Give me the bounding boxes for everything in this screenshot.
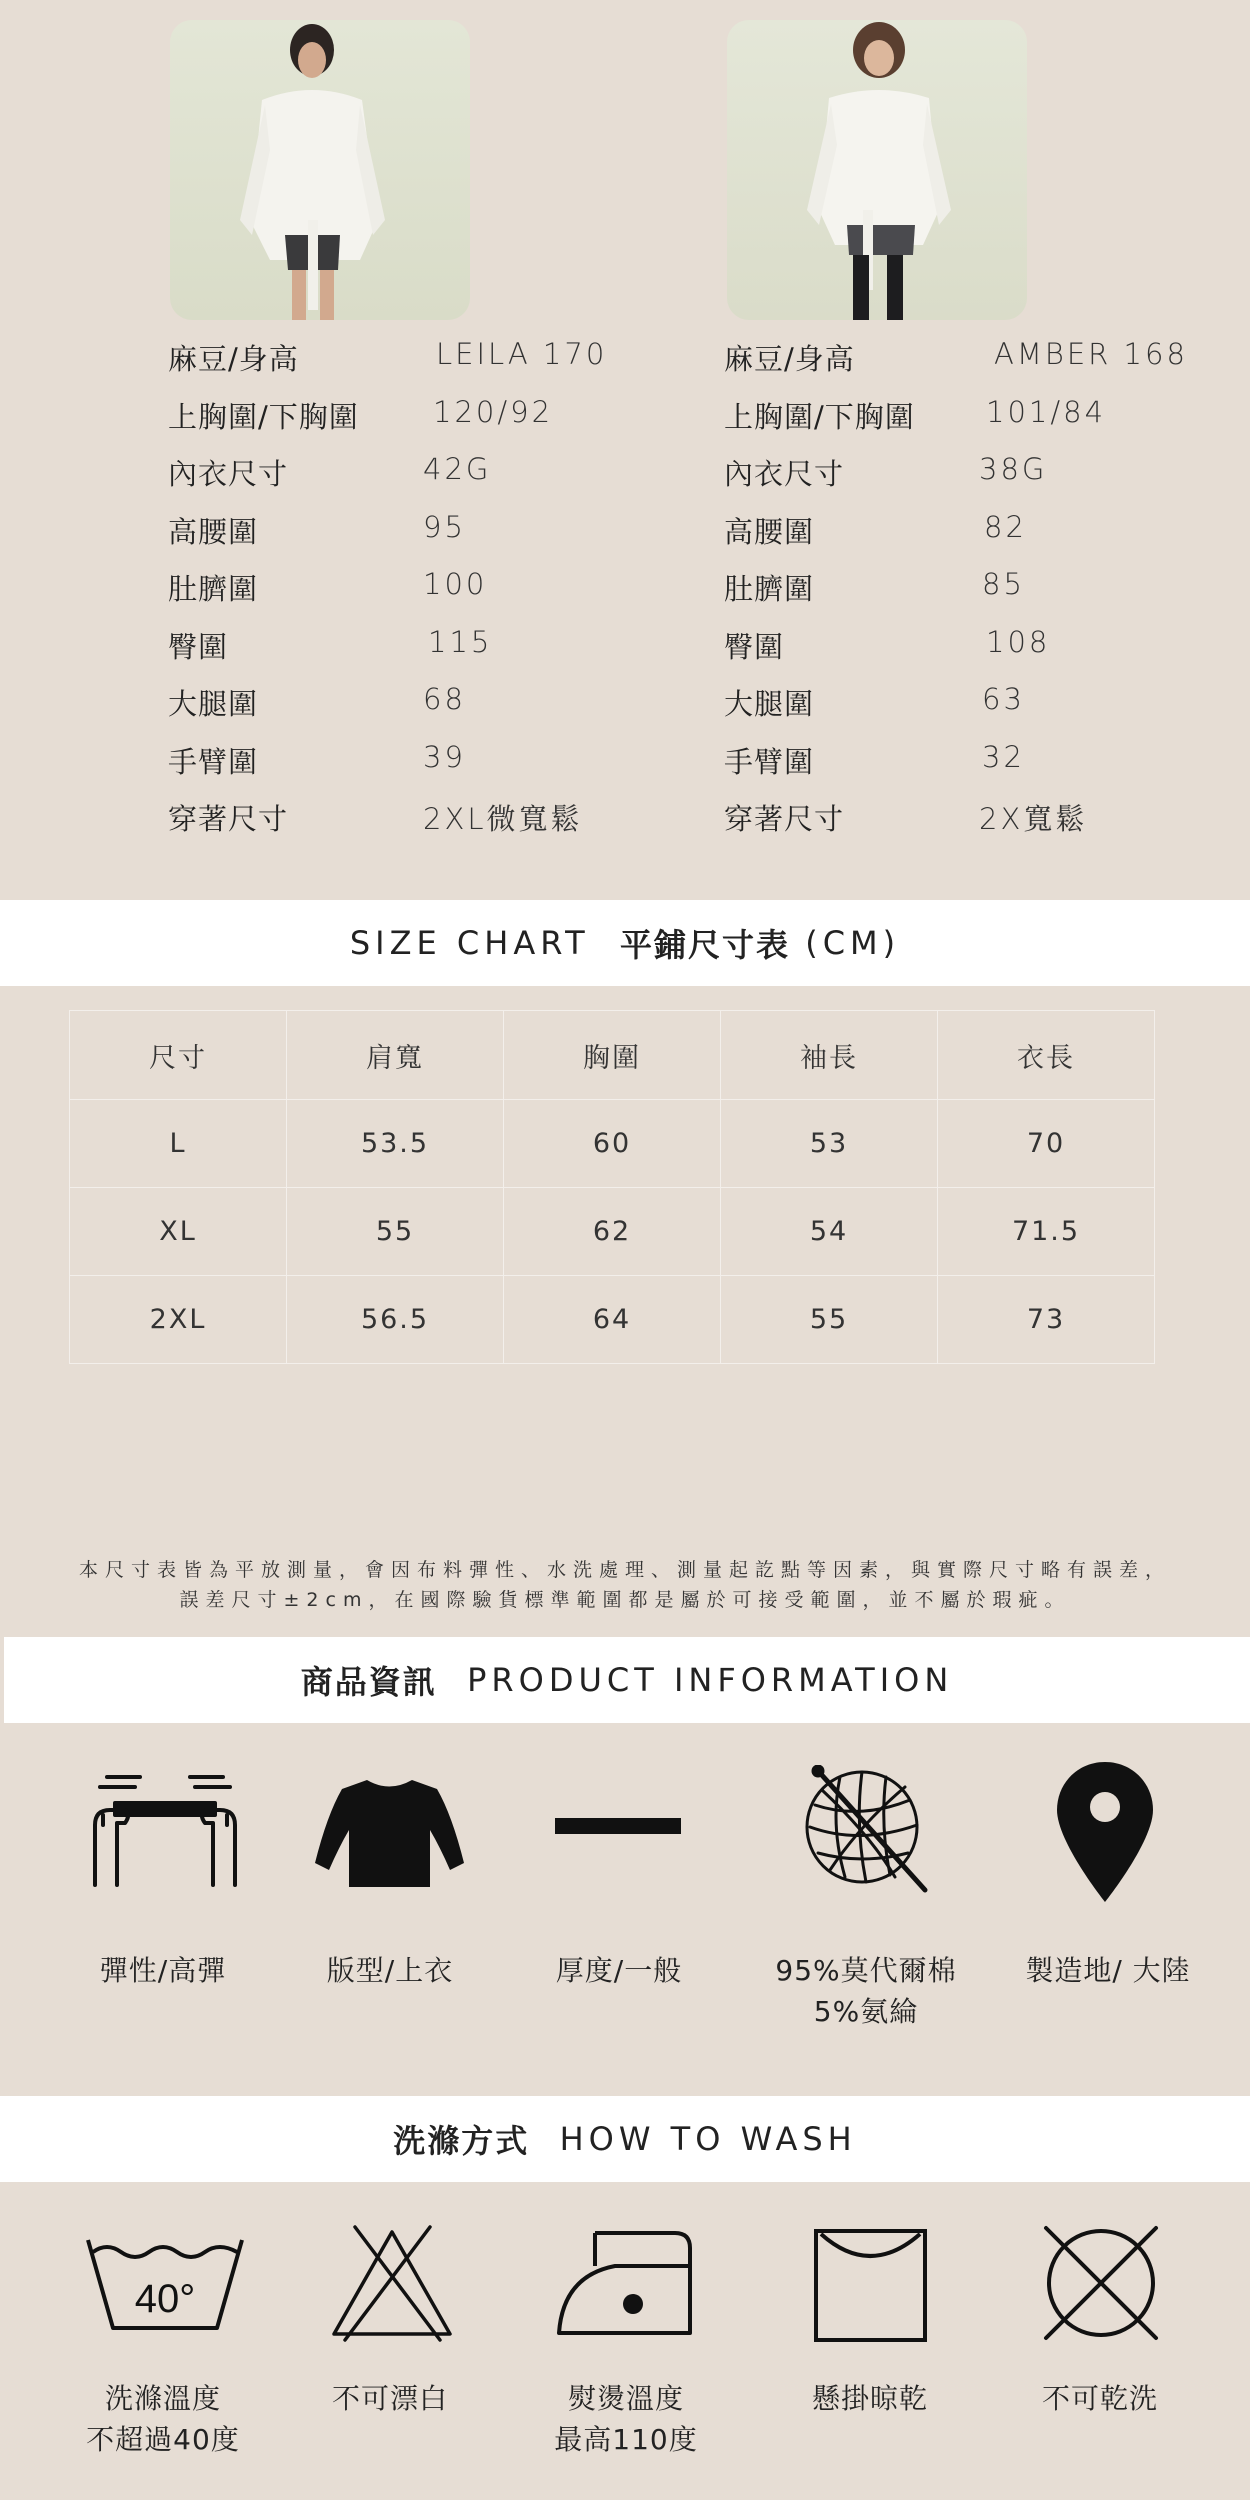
stretch-fabric-icon — [85, 1765, 245, 1894]
wash-tub-temp: 40° — [134, 2277, 196, 2321]
model-row-value: 2X寬鬆 — [979, 802, 1088, 836]
model-row-value: 39 — [423, 739, 466, 774]
caption-line: 5%氨綸 — [813, 1995, 919, 2028]
size-chart-cell: 53.5 — [287, 1100, 504, 1188]
hang-dry-icon — [813, 2228, 928, 2347]
model-row-label: 上胸圍/下胸圍 — [724, 399, 915, 434]
size-chart-header — [0, 900, 1250, 986]
model-photo-leila — [170, 20, 470, 320]
model-row-label: 高腰圍 — [724, 514, 815, 549]
location-pin-icon — [1055, 1760, 1155, 1909]
model-row-value: 95 — [423, 509, 466, 544]
thickness-line-caption — [499, 1950, 739, 1991]
model-row-value: 38G — [979, 452, 1048, 486]
size-chart-cell: 54 — [721, 1188, 938, 1276]
model-row-label: 大腿圍 — [168, 687, 259, 721]
long-sleeve-shirt-icon — [312, 1775, 467, 1894]
model-row-value: 115 — [428, 624, 493, 659]
size-chart-header-cell: 衣長 — [938, 1011, 1155, 1100]
product-info-title-zh: 商品資訊 — [300, 1663, 437, 1701]
size-chart-header-cell: 胸圍 — [504, 1011, 721, 1100]
model-row-label: 高腰圍 — [168, 514, 259, 549]
size-chart-cell: 64 — [504, 1276, 721, 1364]
model-row-label: 麻豆/身高 — [724, 342, 855, 376]
model-row-value: 32 — [982, 739, 1025, 774]
wash-tub-40-caption — [43, 2378, 283, 2460]
size-chart-note-line1: 本尺寸表皆為平放測量，會因布料彈性、水洗處理、測量起訖點等因素，與實際尺寸略有誤差， — [78, 1559, 1171, 1581]
size-chart-row — [70, 1276, 1155, 1364]
size-chart-row — [70, 1188, 1155, 1276]
model-row-value: AMBER 168 — [994, 337, 1188, 371]
model-row-label: 手臂圍 — [724, 744, 815, 779]
size-chart-header-row — [70, 1011, 1155, 1100]
size-chart-cell: 55 — [721, 1276, 938, 1364]
size-chart-title-en: SIZE CHART — [349, 924, 590, 962]
no-dry-clean-icon — [1040, 2222, 1162, 2348]
wash-tub-40-icon — [85, 2232, 245, 2336]
location-pin-caption — [988, 1950, 1228, 1991]
caption-line: 彈性/高彈 — [99, 1954, 227, 1987]
model-row-value: 68 — [423, 682, 466, 716]
size-chart-title-zh: 平鋪尺寸表 — [620, 926, 791, 964]
model-row-label: 穿著尺寸 — [168, 802, 289, 836]
no-bleach-caption — [270, 2378, 510, 2419]
size-chart-cell: 71.5 — [938, 1188, 1155, 1276]
caption-line: 不超過40度 — [86, 2423, 240, 2456]
size-chart-cell: 53 — [721, 1100, 938, 1188]
size-chart-cell: L — [70, 1100, 287, 1188]
size-chart-cell: 56.5 — [287, 1276, 504, 1364]
wash-title-en: HOW TO WASH — [559, 2120, 857, 2158]
model-row-label: 手臂圍 — [168, 744, 259, 779]
size-chart-cell: 62 — [504, 1188, 721, 1276]
model-row-value: 63 — [982, 682, 1025, 716]
stretch-fabric-caption — [43, 1950, 283, 1991]
model-row-value: 2XL微寬鬆 — [423, 802, 583, 836]
yarn-ball-icon — [800, 1765, 935, 1904]
model-row-value: 82 — [984, 509, 1027, 544]
no-bleach-icon — [330, 2222, 455, 2348]
hang-dry-caption — [750, 2378, 990, 2419]
size-chart-cell: 55 — [287, 1188, 504, 1276]
caption-line: 版型/上衣 — [326, 1954, 454, 1987]
size-chart-row — [70, 1100, 1155, 1188]
yarn-ball-caption — [746, 1950, 986, 2032]
product-info-title-en: PRODUCT INFORMATION — [467, 1661, 954, 1699]
model-row-value: 101/84 — [986, 394, 1107, 429]
model-photo-amber — [727, 20, 1027, 320]
size-chart-title-unit: (CM) — [805, 924, 901, 962]
product-info-header — [4, 1637, 1250, 1723]
wash-title-zh: 洗滌方式 — [393, 2122, 530, 2160]
iron-caption — [506, 2378, 746, 2460]
long-sleeve-shirt-caption — [270, 1950, 510, 1991]
model-row-label: 內衣尺寸 — [724, 457, 845, 491]
size-chart-cell: 70 — [938, 1100, 1155, 1188]
model-row-value: 85 — [982, 567, 1025, 601]
model-row-value: 120/92 — [433, 394, 554, 429]
thickness-line-icon — [555, 1818, 681, 1838]
iron-icon — [555, 2228, 695, 2342]
caption-line: 熨燙溫度 — [567, 2382, 684, 2415]
model-row-label: 大腿圍 — [724, 687, 815, 721]
caption-line: 製造地/ 大陸 — [1025, 1954, 1191, 1987]
model-row-label: 麻豆/身高 — [168, 342, 299, 376]
model-row-label: 臀圍 — [168, 629, 229, 664]
model-row-label: 臀圍 — [724, 629, 785, 664]
size-chart-table — [69, 1010, 1155, 1364]
caption-line: 不可漂白 — [331, 2382, 448, 2415]
model-row-label: 肚臍圍 — [168, 572, 259, 606]
size-chart-cell: 60 — [504, 1100, 721, 1188]
caption-line: 洗滌溫度 — [104, 2382, 221, 2415]
caption-line: 不可乾洗 — [1041, 2382, 1158, 2415]
size-chart-cell: 2XL — [70, 1276, 287, 1364]
size-chart-cell: XL — [70, 1188, 287, 1276]
model-row-value: 42G — [423, 452, 492, 486]
wash-header — [0, 2096, 1250, 2182]
no-dry-clean-caption — [980, 2378, 1220, 2419]
caption-line: 厚度/一般 — [555, 1954, 683, 1987]
model-row-label: 內衣尺寸 — [168, 457, 289, 491]
size-chart-header-cell: 尺寸 — [70, 1011, 287, 1100]
model-row-label: 上胸圍/下胸圍 — [168, 399, 359, 434]
size-chart-header-cell: 肩寬 — [287, 1011, 504, 1100]
model-row-value: LEILA 170 — [436, 337, 608, 371]
caption-line: 懸掛晾乾 — [811, 2382, 928, 2415]
caption-line: 最高110度 — [554, 2423, 698, 2456]
model-row-value: 108 — [986, 624, 1051, 659]
size-chart-note-line2: 誤差尺寸±2cm，在國際驗貨標準範圍都是屬於可接受範圍，並不屬於瑕疵。 — [179, 1589, 1071, 1611]
size-chart-header-cell: 袖長 — [721, 1011, 938, 1100]
caption-line: 95%莫代爾棉 — [775, 1954, 957, 1987]
model-row-label: 穿著尺寸 — [724, 802, 845, 836]
model-row-value: 100 — [423, 567, 488, 601]
model-row-label: 肚臍圍 — [724, 572, 815, 606]
size-chart-cell: 73 — [938, 1276, 1155, 1364]
